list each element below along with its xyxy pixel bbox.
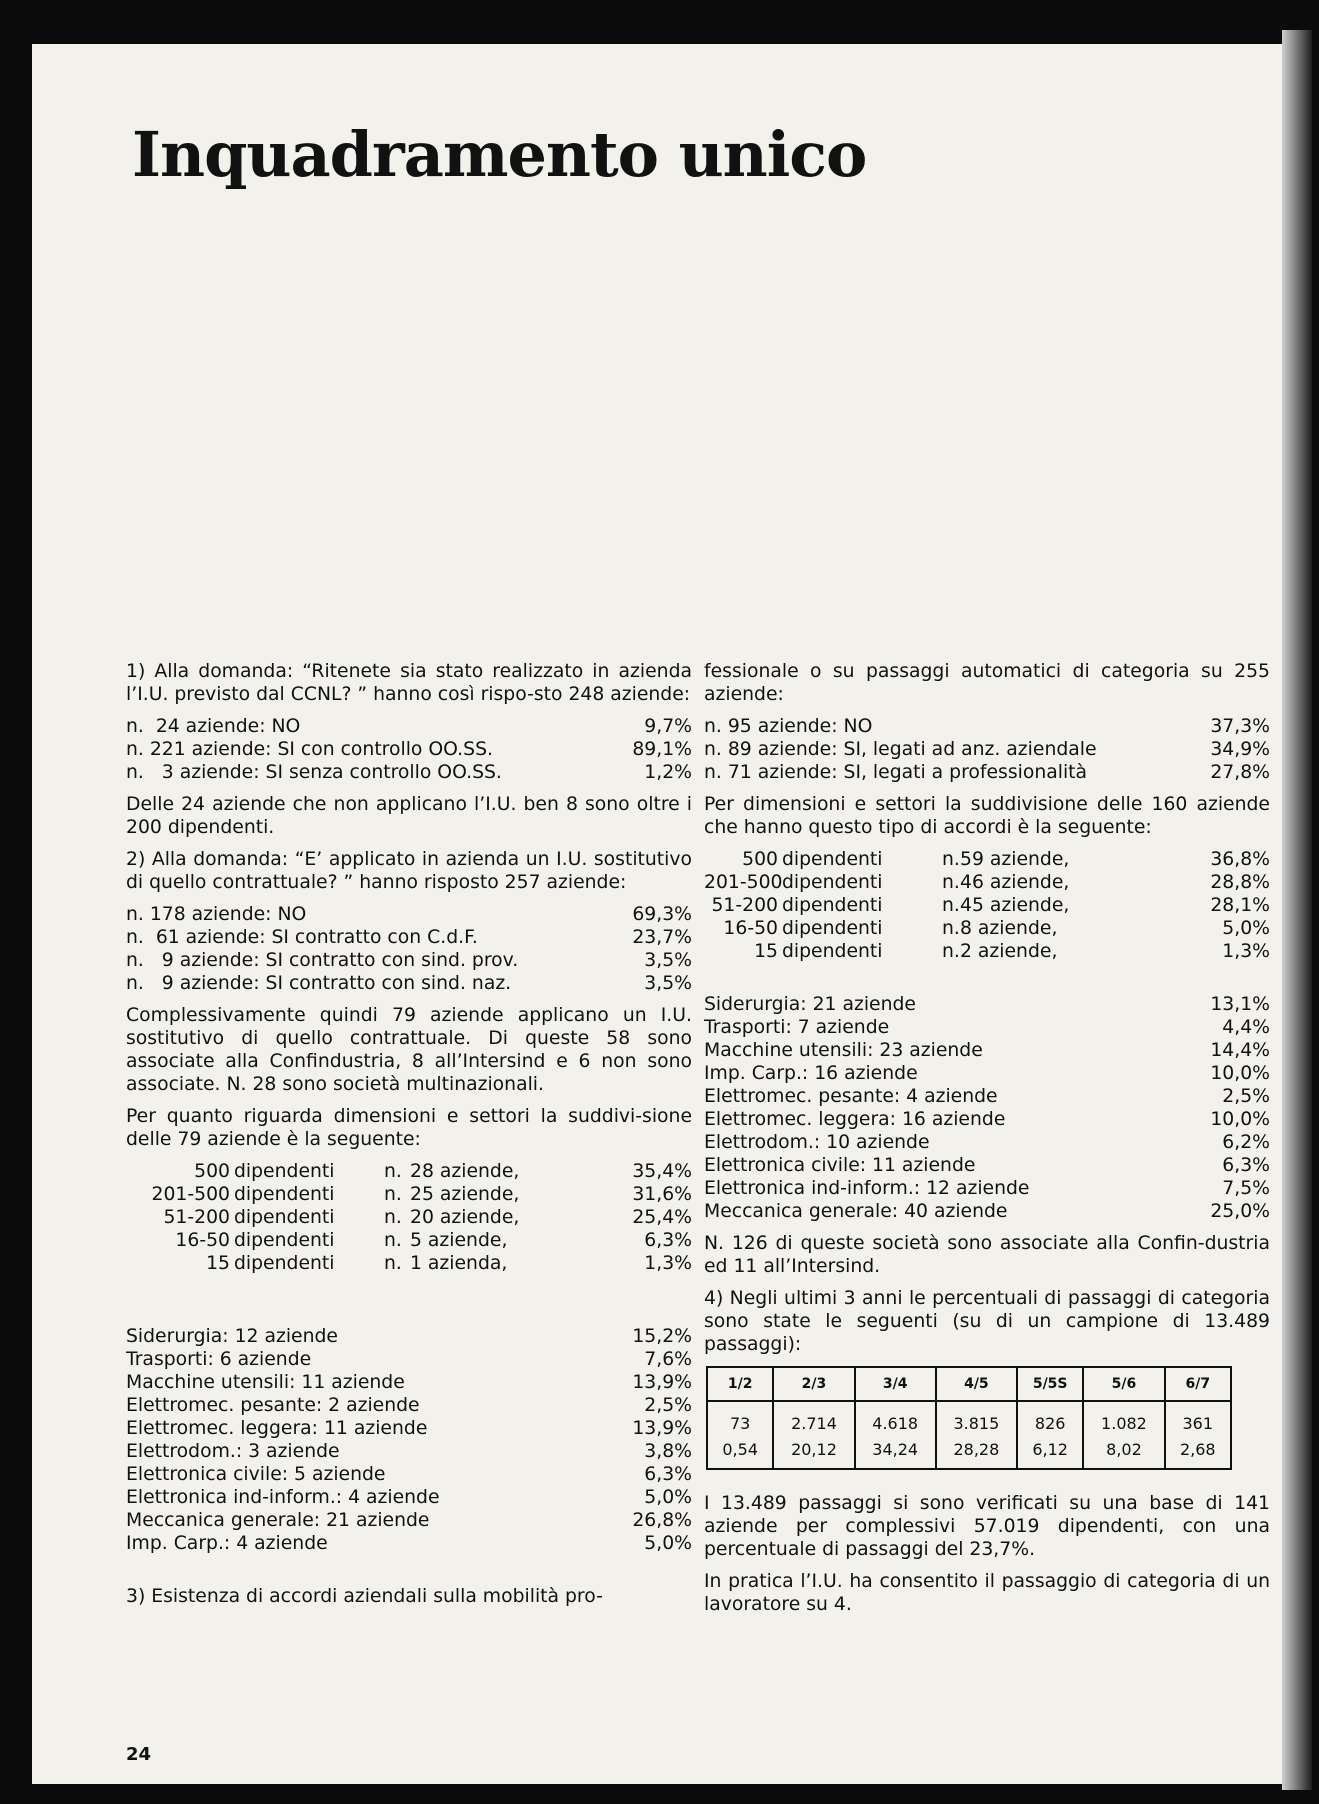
dimension-row — [704, 940, 1270, 963]
sector-value: 14,4% — [1210, 1040, 1270, 1061]
passages-header-cell: 1/2 — [707, 1367, 773, 1401]
q3-row — [704, 715, 1270, 738]
passages-header-cell: 5/6 — [1083, 1367, 1164, 1401]
q1-intro: 1) Alla domanda: “Ritenete sia stato realizzato in azienda l’I.U. previsto dal CCNL? ” hanno così rispo-sto 248 aziende: — [126, 661, 692, 705]
sector-value: 6,3% — [644, 1464, 692, 1485]
dimension-pct: 36,8% — [1210, 849, 1270, 870]
sector-row — [126, 1371, 692, 1394]
sector-value: 2,5% — [644, 1395, 692, 1416]
dimension-n: n. — [384, 1184, 402, 1205]
q3-row-label: n. 89 aziende: SI, legati ad anz. aziendale — [704, 739, 1097, 760]
sector-row — [126, 1417, 692, 1440]
dimension-size: 16-50 — [175, 1230, 230, 1251]
dimension-unit: dipendenti — [782, 941, 883, 962]
q1-row — [126, 738, 692, 761]
dimension-n: n. — [384, 1253, 402, 1274]
q2-summary: Complessivamente quindi 79 aziende applicano un I.U. sostitutivo di quello contrattuale. Di queste 58 sono associate alla Confindustria, 8 all’Intersind e 6 non sono associate. N. 28 sono società multinazionali. — [126, 1005, 692, 1095]
sector-label: Siderurgia: 12 aziende — [126, 1326, 338, 1347]
q3-note: N. 126 di queste società sono associate alla Confin-dustria ed 11 all’Intersind. — [704, 1233, 1270, 1277]
sector-label: Elettronica civile: 5 aziende — [126, 1464, 386, 1485]
sector-label: Macchine utensili: 11 aziende — [126, 1372, 405, 1393]
passages-count-cell: 361 — [1165, 1401, 1231, 1436]
dimension-row — [126, 1183, 692, 1206]
q2-row-value: 69,3% — [632, 904, 692, 925]
q2-row-label: n. 9 aziende: SI contratto con sind. naz. — [126, 973, 512, 994]
sector-value: 6,3% — [1222, 1155, 1270, 1176]
sector-label: Elettrodom.: 3 aziende — [126, 1441, 340, 1462]
sector-label: Elettromec. pesante: 2 aziende — [126, 1395, 420, 1416]
q4-intro: 4) Negli ultimi 3 anni le percentuali di passaggi di categoria sono state le seguenti (su di un campione di 13.489 passaggi): — [704, 1288, 1270, 1355]
sector-row — [704, 1131, 1270, 1154]
dimension-pct: 28,8% — [1210, 872, 1270, 893]
q3-intro-start: 3) Esistenza di accordi aziendali sulla mobilità pro- — [126, 1586, 603, 1607]
dimension-row — [126, 1206, 692, 1229]
left-column — [126, 660, 692, 1617]
q2-row — [126, 972, 692, 995]
dimension-count: 46 aziende, — [960, 872, 1070, 893]
right-column — [704, 660, 1270, 1625]
dimension-row — [704, 894, 1270, 917]
sector-row — [126, 1325, 692, 1348]
sector-row — [704, 1108, 1270, 1131]
sector-row — [704, 1154, 1270, 1177]
sector-value: 10,0% — [1210, 1063, 1270, 1084]
dimension-row — [704, 848, 1270, 871]
sector-row — [704, 1177, 1270, 1200]
passages-percentage-cell: 20,12 — [773, 1436, 854, 1469]
sector-label: Elettromec. leggera: 16 aziende — [704, 1109, 1006, 1130]
dimension-size: 16-50 — [723, 918, 778, 939]
dimension-pct: 1,3% — [644, 1253, 692, 1274]
dimension-size: 51-200 — [163, 1207, 230, 1228]
sector-value: 5,0% — [644, 1487, 692, 1508]
dimension-row — [126, 1252, 692, 1275]
dimension-unit: dipendenti — [782, 895, 883, 916]
passages-count-cell: 3.815 — [936, 1401, 1017, 1436]
dimension-n: n. — [384, 1207, 402, 1228]
page-edge-shadow — [1282, 30, 1312, 1790]
sector-label: Elettromec. leggera: 11 aziende — [126, 1418, 428, 1439]
sector-row — [126, 1463, 692, 1486]
sector-value: 5,0% — [644, 1533, 692, 1554]
dimension-pct: 6,3% — [644, 1230, 692, 1251]
sector-row — [704, 1039, 1270, 1062]
dimension-pct: 5,0% — [1222, 918, 1270, 939]
dimension-count: 8 aziende, — [960, 918, 1058, 939]
q3-row-label: n. 71 aziende: SI, legati a professionalità — [704, 762, 1088, 783]
dimension-size: 500 — [742, 849, 778, 870]
q2-row — [126, 926, 692, 949]
q3-sectors-list — [704, 993, 1270, 1223]
q1-row-label: n. 24 aziende: NO — [126, 716, 301, 737]
q1-row-label: n. 3 aziende: SI senza controllo OO.SS. — [126, 762, 502, 783]
passages-count-cell: 2.714 — [773, 1401, 854, 1436]
passages-percentage-cell: 2,68 — [1165, 1436, 1231, 1469]
dimension-row — [126, 1160, 692, 1183]
sector-label: Imp. Carp.: 16 aziende — [704, 1063, 918, 1084]
q3-dimensions-intro: Per dimensioni e settori la suddivisione delle 160 aziende che hanno questo tipo di accordi è la seguente: — [704, 794, 1270, 838]
passages-percentage-cell: 34,24 — [855, 1436, 936, 1469]
dimension-n: n. — [384, 1161, 402, 1182]
dimension-unit: dipendenti — [782, 918, 883, 939]
q3-row-value: 27,8% — [1210, 762, 1270, 783]
sector-value: 13,9% — [632, 1418, 692, 1439]
q1-results — [126, 715, 692, 784]
sector-value: 6,2% — [1222, 1132, 1270, 1153]
dimension-count: 2 aziende, — [960, 941, 1058, 962]
dimension-unit: dipendenti — [782, 872, 883, 893]
passages-percentage-row — [707, 1436, 1231, 1469]
sector-value: 25,0% — [1210, 1201, 1270, 1222]
q2-row-label: n. 178 aziende: NO — [126, 904, 307, 925]
sector-value: 15,2% — [632, 1326, 692, 1347]
dimension-size: 15 — [206, 1253, 230, 1274]
sector-value: 26,8% — [632, 1510, 692, 1531]
passages-percentage-cell: 6,12 — [1017, 1436, 1083, 1469]
q1-row-value: 89,1% — [632, 739, 692, 760]
sector-value: 13,9% — [632, 1372, 692, 1393]
q2-dimensions-list — [126, 1160, 692, 1275]
q3-row-value: 34,9% — [1210, 739, 1270, 760]
passages-header-cell: 3/4 — [855, 1367, 936, 1401]
sector-value: 7,6% — [644, 1349, 692, 1370]
dimension-n: n. — [384, 1230, 402, 1251]
sector-row — [126, 1348, 692, 1371]
dimension-n: n. — [942, 872, 960, 893]
dimension-pct: 25,4% — [632, 1207, 692, 1228]
q3-row — [704, 761, 1270, 784]
q2-intro: 2) Alla domanda: “E’ applicato in azienda un I.U. sostitutivo di quello contrattuale? ” hanno risposto 257 aziende: — [126, 849, 692, 893]
q2-row-value: 23,7% — [632, 927, 692, 948]
sector-value: 4,4% — [1222, 1017, 1270, 1038]
dimension-size: 201-500 — [151, 1184, 230, 1205]
q3-dimensions-list — [704, 848, 1270, 963]
q2-results — [126, 903, 692, 995]
dimension-count: 59 aziende, — [960, 849, 1070, 870]
q1-row — [126, 715, 692, 738]
sector-row — [126, 1440, 692, 1463]
sector-row — [704, 1062, 1270, 1085]
q3-intro-end: fessionale o su passaggi automatici di categoria su 255 aziende: — [704, 661, 1270, 705]
passages-count-cell: 4.618 — [855, 1401, 936, 1436]
passages-count-row — [707, 1401, 1231, 1436]
q1-row-label: n. 221 aziende: SI con controllo OO.SS. — [126, 739, 493, 760]
sector-row — [704, 1085, 1270, 1108]
sector-label: Macchine utensili: 23 aziende — [704, 1040, 983, 1061]
sector-label: Siderurgia: 21 aziende — [704, 994, 916, 1015]
document-page — [32, 44, 1282, 1784]
dimension-count: 45 aziende, — [960, 895, 1070, 916]
q1-note: Delle 24 aziende che non applicano l’I.U. ben 8 sono oltre i 200 dipendenti. — [126, 794, 692, 838]
dimension-unit: dipendenti — [782, 849, 883, 870]
sector-label: Meccanica generale: 21 aziende — [126, 1510, 430, 1531]
sector-row — [704, 1016, 1270, 1039]
page-title: Inquadramento unico — [132, 118, 867, 191]
q4-conclusion: In pratica l’I.U. ha consentito il passaggio di categoria di un lavoratore su 4. — [704, 1571, 1270, 1615]
sector-row — [126, 1532, 692, 1555]
dimension-count: 20 aziende, — [410, 1207, 520, 1228]
q2-row-value: 3,5% — [644, 973, 692, 994]
dimension-n: n. — [942, 941, 960, 962]
sector-label: Imp. Carp.: 4 aziende — [126, 1533, 328, 1554]
dimension-count: 28 aziende, — [410, 1161, 520, 1182]
q3-results — [704, 715, 1270, 784]
dimension-n: n. — [942, 849, 960, 870]
dimension-row — [704, 917, 1270, 940]
dimension-size: 201-500 — [704, 872, 783, 893]
passages-table — [706, 1366, 1232, 1470]
sector-label: Trasporti: 6 aziende — [126, 1349, 312, 1370]
sector-row — [704, 1200, 1270, 1223]
page-number: 24 — [126, 1744, 152, 1765]
dimension-unit: dipendenti — [234, 1230, 335, 1251]
dimension-unit: dipendenti — [234, 1184, 335, 1205]
passages-count-cell: 826 — [1017, 1401, 1083, 1436]
dimension-unit: dipendenti — [234, 1253, 335, 1274]
sector-row — [704, 993, 1270, 1016]
sector-value: 13,1% — [1210, 994, 1270, 1015]
passages-header-row — [707, 1367, 1231, 1401]
passages-count-cell: 1.082 — [1083, 1401, 1164, 1436]
q2-row — [126, 903, 692, 926]
q1-row — [126, 761, 692, 784]
sector-label: Elettrodom.: 10 aziende — [704, 1132, 930, 1153]
q2-row-label: n. 9 aziende: SI contratto con sind. prov. — [126, 950, 519, 971]
dimension-pct: 1,3% — [1222, 941, 1270, 962]
passages-header-cell: 6/7 — [1165, 1367, 1231, 1401]
sector-row — [126, 1509, 692, 1532]
dimension-count: 5 aziende, — [410, 1230, 508, 1251]
q2-sectors-list — [126, 1325, 692, 1555]
passages-header-cell: 2/3 — [773, 1367, 854, 1401]
q3-row-label: n. 95 aziende: NO — [704, 716, 873, 737]
dimension-n: n. — [942, 895, 960, 916]
dimension-row — [704, 871, 1270, 894]
sector-label: Elettronica ind-inform.: 12 aziende — [704, 1178, 1030, 1199]
passages-percentage-cell: 0,54 — [707, 1436, 773, 1469]
q2-row — [126, 949, 692, 972]
q4-summary: I 13.489 passaggi si sono verificati su una base di 141 aziende per complessivi 57.019 dipendenti, con una percentuale di passaggi del 23,7%. — [704, 1493, 1270, 1560]
sector-label: Trasporti: 7 aziende — [704, 1017, 890, 1038]
sector-row — [126, 1486, 692, 1509]
dimension-count: 1 azienda, — [410, 1253, 508, 1274]
q2-row-label: n. 61 aziende: SI contratto con C.d.F. — [126, 927, 478, 948]
sector-label: Elettromec. pesante: 4 aziende — [704, 1086, 998, 1107]
dimension-size: 51-200 — [711, 895, 778, 916]
q3-row — [704, 738, 1270, 761]
dimension-n: n. — [942, 918, 960, 939]
passages-header-cell: 4/5 — [936, 1367, 1017, 1401]
sector-value: 7,5% — [1222, 1178, 1270, 1199]
q2-row-value: 3,5% — [644, 950, 692, 971]
dimension-size: 500 — [194, 1161, 230, 1182]
dimension-row — [126, 1229, 692, 1252]
dimension-pct: 35,4% — [632, 1161, 692, 1182]
dimension-size: 15 — [754, 941, 778, 962]
sector-label: Elettronica civile: 11 aziende — [704, 1155, 976, 1176]
sector-value: 10,0% — [1210, 1109, 1270, 1130]
sector-row — [126, 1394, 692, 1417]
q2-dimensions-intro: Per quanto riguarda dimensioni e settori la suddivi-sione delle 79 aziende è la seguente: — [126, 1106, 692, 1150]
dimension-unit: dipendenti — [234, 1207, 335, 1228]
sector-value: 2,5% — [1222, 1086, 1270, 1107]
passages-header-cell: 5/5S — [1017, 1367, 1083, 1401]
q3-row-value: 37,3% — [1210, 716, 1270, 737]
dimension-count: 25 aziende, — [410, 1184, 520, 1205]
sector-value: 3,8% — [644, 1441, 692, 1462]
sector-label: Meccanica generale: 40 aziende — [704, 1201, 1008, 1222]
dimension-unit: dipendenti — [234, 1161, 335, 1182]
sector-label: Elettronica ind-inform.: 4 aziende — [126, 1487, 440, 1508]
dimension-pct: 28,1% — [1210, 895, 1270, 916]
passages-percentage-cell: 28,28 — [936, 1436, 1017, 1469]
dimension-pct: 31,6% — [632, 1184, 692, 1205]
passages-percentage-cell: 8,02 — [1083, 1436, 1164, 1469]
q1-row-value: 1,2% — [644, 762, 692, 783]
q1-row-value: 9,7% — [644, 716, 692, 737]
passages-count-cell: 73 — [707, 1401, 773, 1436]
